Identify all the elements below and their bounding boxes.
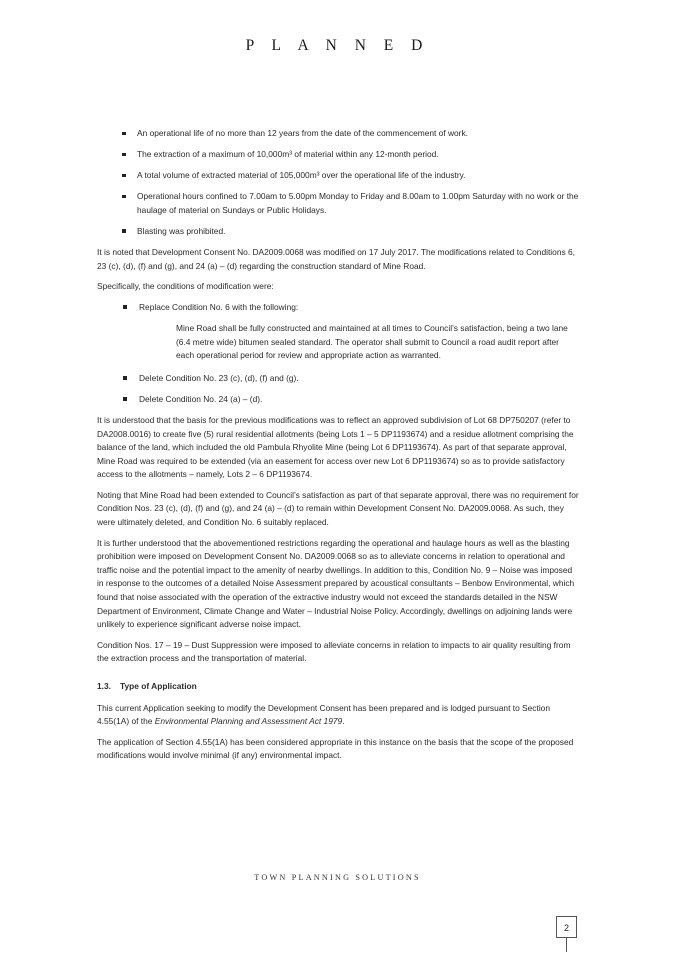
page-number: 2	[556, 916, 577, 938]
page-number-divider	[566, 938, 567, 952]
section-title: Type of Application	[120, 681, 197, 691]
paragraph-current-end: .	[342, 716, 345, 727]
footer-text: TOWN PLANNING SOLUTIONS	[254, 873, 421, 882]
act-title: Environmental Planning and Assessment Act 1979	[154, 716, 343, 727]
list-item: Delete Condition No. 23 (c), (d), (f) and (g).	[123, 372, 579, 386]
list-item: An operational life of no more than 12 years from the date of the commencement of work.	[122, 127, 579, 141]
list-item: The extraction of a maximum of 10,000m³ of material within any 12-month period.	[122, 148, 579, 162]
list-item: Blasting was prohibited.	[122, 225, 579, 239]
paragraph-modified: It is noted that Development Consent No. DA2009.0068 was modified on 17 July 2017. The modifications related to Conditions 6, 23 (c), (d), (f) and (g), and 24 (a) – (d) regarding the construction standard of Mine Road.	[97, 247, 575, 271]
modification-list-continued	[97, 372, 579, 407]
section-heading	[97, 680, 579, 694]
paragraph-current-application	[97, 702, 579, 729]
paragraph-dust: Condition Nos. 17 – 19 – Dust Suppression were imposed to alleviate concerns in relation to impacts to air quality resulting from the extraction process and the transportation of material.	[97, 639, 571, 664]
paragraph-current-start: This current Application seeking to modify the Development Consent has been prepared and is lodged pursuant to Section 4.55(1A) of the	[97, 702, 550, 727]
paragraph-noting: Noting that Mine Road had been extended to Council’s satisfaction as part of that separate approval, there was no requirement for Condition Nos. 23 (c), (d), (f) and (g), and 24 (a) – (d) to remain within Development Consent No. DA2009.0068. As such, they were ultimately deleted, and Condition No. 6 suitably replaced.	[97, 489, 579, 528]
paragraph-specifically: Specifically, the conditions of modification were:	[97, 281, 274, 292]
paragraph-further: It is further understood that the abovementioned restrictions regarding the operational and haulage hours as well as the blasting prohibition were imposed on Development Consent No. DA2009.0068 so as to alleviate concerns in relation to operational and traffic noise and the potential impact to the amenity of nearby dwellings. In addition to this, Condition No. 9 – Noise was imposed in response to the outcomes of a detailed Noise Assessment prepared by acoustical consultants – Benbow Environmental, which found that noise associated with the operation of the extractive industry would not exceed the standards detailed in the NSW Department of Environment, Climate Change and Water – Industrial Noise Policy. Accordingly, dwellings on adjoining lands were unlikely to experience significant adverse noise impact.	[97, 537, 575, 630]
list-item: Delete Condition No. 24 (a) – (d).	[123, 393, 579, 407]
paragraph-basis: It is understood that the basis for the previous modifications was to reflect an approved subdivision of Lot 68 DP750207 (refer to DA2008.0016) to create five (5) rural residential allotments (being Lots 1 – 5 DP1193674) and a residue allotment comprising the balance of the land, which included the old Pambula Rhyolite Mine (being Lot 6 DP1193674). As part of that separate approval, Mine Road was required to be extended (via an easement for access over new Lot 6 DP1193674) so as to provide satisfactory access to the allotments – namely, Lots 2 – 6 DP1193674.	[97, 414, 574, 480]
section-number: 1.3.	[97, 681, 111, 691]
list-item: Operational hours confined to 7.00am to 5.00pm Monday to Friday and 8.00am to 1.00pm Saturday with no work or the haulage of material on Sundays or Public Holidays.	[122, 190, 579, 217]
modification-list	[97, 301, 579, 315]
list-item: A total volume of extracted material of 105,000m³ over the operational life of the industry.	[122, 169, 579, 183]
conditions-list	[97, 127, 579, 239]
paragraph-application: The application of Section 4.55(1A) has been considered appropriate in this instance on the basis that the scope of the proposed modifications would involve minimal (if any) environmental impact.	[97, 736, 574, 761]
condition-quote: Mine Road shall be fully constructed and maintained at all times to Council’s satisfaction, being a two lane (6.4 metre wide) bitumen sealed standard. The operator shall submit to Council a road audit report after each operational period for review and appropriate action as warranted.	[176, 322, 568, 361]
page-body	[97, 127, 579, 770]
document-brand-header: P L A N N E D	[245, 37, 430, 54]
list-item: Replace Condition No. 6 with the following:	[123, 301, 579, 315]
